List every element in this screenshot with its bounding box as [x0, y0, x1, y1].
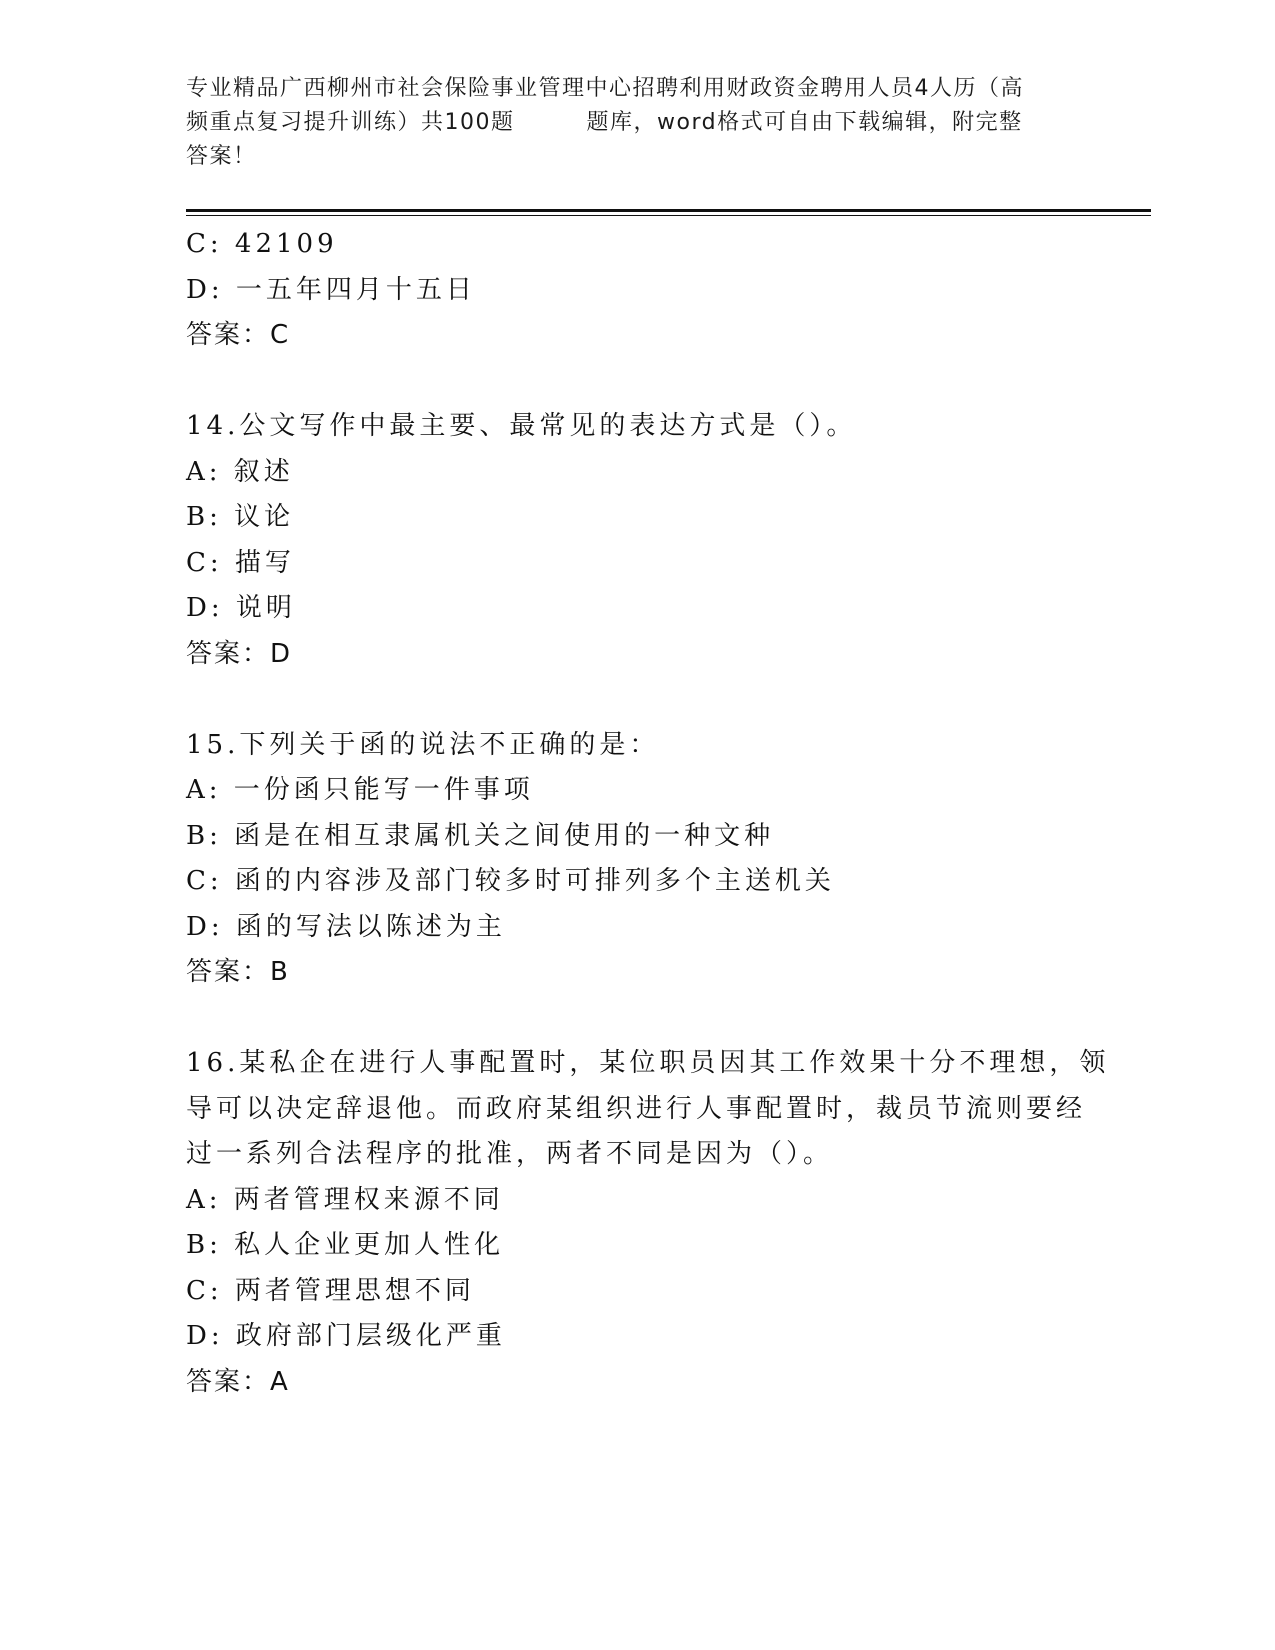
- option-d: D: 政府部门层级化严重: [186, 1321, 506, 1351]
- answer-line: 答案：B: [186, 957, 290, 987]
- question-15: [186, 723, 1086, 996]
- option-c: C: 两者管理思想不同: [186, 1275, 475, 1306]
- option-b: B: 私人企业更加人性化: [186, 1230, 505, 1260]
- document-header: [186, 72, 1086, 174]
- spacer: [186, 996, 1086, 1042]
- option-d: D: 一五年四月十五日: [186, 274, 476, 305]
- question-stem: 15.下列关于函的说法不正确的是：: [186, 729, 660, 760]
- question-list: [186, 222, 1110, 1405]
- option-c: C: 描写: [186, 547, 295, 578]
- spacer: [186, 359, 1086, 405]
- question-14: [186, 404, 1086, 677]
- spacer: [186, 677, 1086, 723]
- question-13-tail: [186, 222, 1086, 359]
- question-stem-line-2: 导可以决定辞退他。而政府某组织进行人事配置时，裁员节流则要经: [186, 1093, 1087, 1124]
- question-16: [186, 1041, 1110, 1405]
- header-line-2-part-1: 频重点复习提升训练）共100题: [186, 110, 515, 135]
- question-stem: 14.公文写作中最主要、最常见的表达方式是（）。: [186, 411, 857, 441]
- option-b: B: 函是在相互隶属机关之间使用的一种文种: [186, 820, 775, 851]
- header-line-3: 答案！: [186, 144, 257, 169]
- answer-line: 答案：A: [186, 1366, 290, 1397]
- header-divider-thin: [186, 215, 1151, 216]
- header-line-2-part-2: 题库，word格式可自由下载编辑，附完整: [586, 110, 1023, 135]
- option-c: C: 42109: [186, 229, 338, 259]
- header-line-1: 专业精品广西柳州市社会保险事业管理中心招聘利用财政资金聘用人员4人历（高: [186, 76, 1024, 101]
- question-stem-line-3: 过一系列合法程序的批准，两者不同是因为（）。: [186, 1139, 834, 1169]
- question-stem-line-1: 16.某私企在进行人事配置时，某位职员因其工作效果十分不理想，领: [186, 1048, 1110, 1078]
- option-a: A: 两者管理权来源不同: [186, 1184, 504, 1215]
- header-divider-thick: [186, 209, 1151, 212]
- option-c: C: 函的内容涉及部门较多时可排列多个主送机关: [186, 866, 835, 896]
- option-d: D: 说明: [186, 593, 296, 623]
- option-a: A: 一份函只能写一件事项: [186, 775, 534, 805]
- answer-line: 答案：C: [186, 320, 291, 350]
- header-line-2: [186, 106, 1086, 140]
- option-d: D: 函的写法以陈述为主: [186, 911, 506, 942]
- option-a: A: 叙述: [186, 456, 294, 487]
- answer-line: 答案：D: [186, 638, 293, 669]
- option-b: B: 议论: [186, 502, 295, 532]
